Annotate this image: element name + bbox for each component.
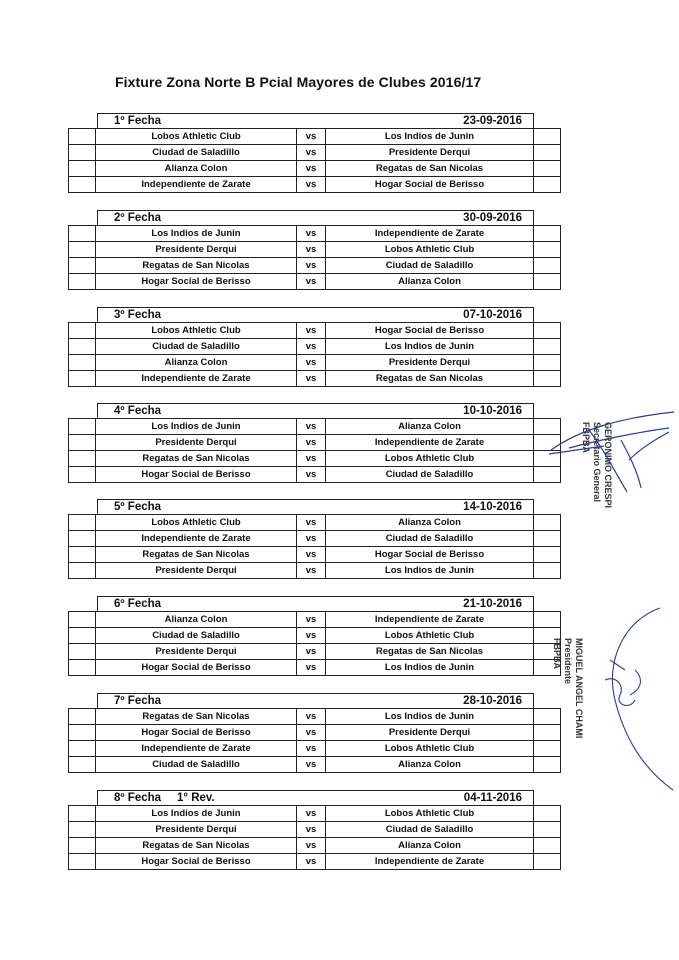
match-row bbox=[69, 419, 561, 435]
vs-label: vs bbox=[297, 451, 326, 467]
match-row bbox=[69, 177, 561, 193]
vs-label: vs bbox=[297, 258, 326, 274]
match-row bbox=[69, 531, 561, 547]
away-team: Regatas de San Nicolas bbox=[326, 644, 534, 660]
away-team: Alianza Colon bbox=[326, 515, 534, 531]
home-team: Alianza Colon bbox=[96, 355, 297, 371]
home-team: Regatas de San Nicolas bbox=[96, 709, 297, 725]
signature-secretary bbox=[529, 410, 679, 500]
match-row bbox=[69, 806, 561, 822]
round-date: 23-09-2016 bbox=[463, 115, 522, 127]
vs-label: vs bbox=[297, 355, 326, 371]
stamp-name: GERONIMO CRESPI bbox=[603, 422, 613, 509]
round-label: 3º Fecha bbox=[114, 309, 162, 321]
match-row bbox=[69, 628, 561, 644]
result-cell bbox=[534, 177, 561, 193]
vs-label: vs bbox=[297, 838, 326, 854]
away-team: Los Indios de Junin bbox=[326, 709, 534, 725]
home-team: Regatas de San Nicolas bbox=[96, 258, 297, 274]
result-cell bbox=[534, 822, 561, 838]
match-row bbox=[69, 274, 561, 290]
match-number-cell bbox=[69, 660, 96, 676]
match-number-cell bbox=[69, 226, 96, 242]
home-team: Ciudad de Saladillo bbox=[96, 145, 297, 161]
away-team: Ciudad de Saladillo bbox=[326, 258, 534, 274]
home-team: Los Indios de Junin bbox=[96, 806, 297, 822]
match-row bbox=[69, 822, 561, 838]
match-number-cell bbox=[69, 838, 96, 854]
match-number-cell bbox=[69, 242, 96, 258]
home-team: Presidente Derqui bbox=[96, 242, 297, 258]
result-cell bbox=[534, 161, 561, 177]
vs-label: vs bbox=[297, 757, 326, 773]
home-team: Los Indios de Junin bbox=[96, 419, 297, 435]
match-number-cell bbox=[69, 177, 96, 193]
vs-label: vs bbox=[297, 822, 326, 838]
vs-label: vs bbox=[297, 177, 326, 193]
match-table bbox=[68, 225, 561, 290]
match-number-cell bbox=[69, 547, 96, 563]
match-number-cell bbox=[69, 515, 96, 531]
match-row bbox=[69, 741, 561, 757]
match-row bbox=[69, 161, 561, 177]
match-number-cell bbox=[69, 806, 96, 822]
match-number-cell bbox=[69, 355, 96, 371]
round-section bbox=[0, 113, 679, 193]
home-team: Regatas de San Nicolas bbox=[96, 451, 297, 467]
match-row bbox=[69, 612, 561, 628]
away-team: Independiente de Zarate bbox=[326, 854, 534, 870]
home-team: Lobos Athletic Club bbox=[96, 323, 297, 339]
president-stamp bbox=[551, 638, 584, 738]
match-number-cell bbox=[69, 822, 96, 838]
match-number-cell bbox=[69, 709, 96, 725]
vs-label: vs bbox=[297, 628, 326, 644]
round-date: 07-10-2016 bbox=[463, 309, 522, 321]
round-label: 4º Fecha bbox=[114, 405, 162, 417]
round-header bbox=[97, 596, 534, 612]
result-cell bbox=[534, 741, 561, 757]
away-team: Hogar Social de Berisso bbox=[326, 177, 534, 193]
round-section bbox=[0, 499, 679, 579]
round-date: 28-10-2016 bbox=[463, 695, 522, 707]
away-team: Lobos Athletic Club bbox=[326, 242, 534, 258]
round-header bbox=[97, 403, 534, 419]
vs-label: vs bbox=[297, 467, 326, 483]
round-header bbox=[97, 693, 534, 709]
away-team: Presidente Derqui bbox=[326, 725, 534, 741]
match-number-cell bbox=[69, 612, 96, 628]
vs-label: vs bbox=[297, 323, 326, 339]
stamp-role: Presidente bbox=[563, 638, 573, 685]
match-row bbox=[69, 226, 561, 242]
match-table bbox=[68, 322, 561, 387]
match-number-cell bbox=[69, 435, 96, 451]
vs-label: vs bbox=[297, 145, 326, 161]
away-team: Hogar Social de Berisso bbox=[326, 323, 534, 339]
away-team: Regatas de San Nicolas bbox=[326, 371, 534, 387]
result-cell bbox=[534, 274, 561, 290]
match-row bbox=[69, 854, 561, 870]
match-number-cell bbox=[69, 531, 96, 547]
vs-label: vs bbox=[297, 709, 326, 725]
home-team: Ciudad de Saladillo bbox=[96, 628, 297, 644]
vs-label: vs bbox=[297, 515, 326, 531]
stamp-name: MIGUEL ANGEL CHAMI bbox=[574, 638, 584, 739]
match-number-cell bbox=[69, 129, 96, 145]
away-team: Los Indios de Junin bbox=[326, 339, 534, 355]
home-team: Independiente de Zarate bbox=[96, 531, 297, 547]
match-row bbox=[69, 129, 561, 145]
result-cell bbox=[534, 371, 561, 387]
round-label: 5º Fecha bbox=[114, 501, 162, 513]
vs-label: vs bbox=[297, 226, 326, 242]
home-team: Presidente Derqui bbox=[96, 822, 297, 838]
round-header bbox=[97, 307, 534, 323]
match-row bbox=[69, 838, 561, 854]
match-row bbox=[69, 435, 561, 451]
vs-label: vs bbox=[297, 660, 326, 676]
match-number-cell bbox=[69, 323, 96, 339]
signature-president bbox=[585, 600, 675, 800]
away-team: Lobos Athletic Club bbox=[326, 741, 534, 757]
home-team: Independiente de Zarate bbox=[96, 371, 297, 387]
vs-label: vs bbox=[297, 242, 326, 258]
match-number-cell bbox=[69, 757, 96, 773]
match-table bbox=[68, 611, 561, 676]
match-number-cell bbox=[69, 371, 96, 387]
home-team: Hogar Social de Berisso bbox=[96, 467, 297, 483]
vs-label: vs bbox=[297, 725, 326, 741]
match-row bbox=[69, 563, 561, 579]
match-number-cell bbox=[69, 451, 96, 467]
match-row bbox=[69, 339, 561, 355]
result-cell bbox=[534, 612, 561, 628]
match-row bbox=[69, 355, 561, 371]
match-number-cell bbox=[69, 628, 96, 644]
away-team: Ciudad de Saladillo bbox=[326, 822, 534, 838]
vs-label: vs bbox=[297, 161, 326, 177]
match-number-cell bbox=[69, 145, 96, 161]
away-team: Los Indios de Junin bbox=[326, 660, 534, 676]
match-row bbox=[69, 725, 561, 741]
result-cell bbox=[534, 838, 561, 854]
round-header bbox=[97, 790, 534, 806]
result-cell bbox=[534, 563, 561, 579]
vs-label: vs bbox=[297, 371, 326, 387]
vs-label: vs bbox=[297, 612, 326, 628]
away-team: Los Indios de Junin bbox=[326, 563, 534, 579]
match-row bbox=[69, 467, 561, 483]
match-number-cell bbox=[69, 741, 96, 757]
match-table bbox=[68, 418, 561, 483]
away-team: Los Indios de Junin bbox=[326, 129, 534, 145]
away-team: Hogar Social de Berisso bbox=[326, 547, 534, 563]
result-cell bbox=[534, 323, 561, 339]
match-table bbox=[68, 708, 561, 773]
result-cell bbox=[534, 854, 561, 870]
result-cell bbox=[534, 258, 561, 274]
result-cell bbox=[534, 226, 561, 242]
away-team: Ciudad de Saladillo bbox=[326, 467, 534, 483]
vs-label: vs bbox=[297, 274, 326, 290]
away-team: Ciudad de Saladillo bbox=[326, 531, 534, 547]
match-row bbox=[69, 323, 561, 339]
home-team: Hogar Social de Berisso bbox=[96, 854, 297, 870]
match-table bbox=[68, 514, 561, 579]
match-number-cell bbox=[69, 274, 96, 290]
match-number-cell bbox=[69, 644, 96, 660]
away-team: Independiente de Zarate bbox=[326, 226, 534, 242]
match-row bbox=[69, 242, 561, 258]
round-label: 1º Fecha bbox=[114, 115, 162, 127]
round-section bbox=[0, 210, 679, 290]
match-table bbox=[68, 128, 561, 193]
match-number-cell bbox=[69, 563, 96, 579]
round-label: 8º Fecha 1° Rev. bbox=[114, 792, 215, 804]
away-team: Independiente de Zarate bbox=[326, 612, 534, 628]
match-row bbox=[69, 757, 561, 773]
result-cell bbox=[534, 806, 561, 822]
match-row bbox=[69, 644, 561, 660]
away-team: Alianza Colon bbox=[326, 757, 534, 773]
away-team: Alianza Colon bbox=[326, 274, 534, 290]
round-header bbox=[97, 210, 534, 226]
stamp-org: FBPBA bbox=[581, 422, 591, 453]
round-date: 04-11-2016 bbox=[463, 792, 522, 804]
result-cell bbox=[534, 242, 561, 258]
vs-label: vs bbox=[297, 531, 326, 547]
home-team: Hogar Social de Berisso bbox=[96, 274, 297, 290]
round-label: 7º Fecha bbox=[114, 695, 162, 707]
home-team: Hogar Social de Berisso bbox=[96, 725, 297, 741]
match-number-cell bbox=[69, 419, 96, 435]
match-row bbox=[69, 709, 561, 725]
match-table bbox=[68, 805, 561, 870]
vs-label: vs bbox=[297, 547, 326, 563]
match-row bbox=[69, 660, 561, 676]
round-date: 21-10-2016 bbox=[463, 598, 522, 610]
away-team: Independiente de Zarate bbox=[326, 435, 534, 451]
stamp-org: FBPBA bbox=[552, 638, 562, 669]
stamp-role: Secretario General bbox=[592, 422, 602, 503]
vs-label: vs bbox=[297, 435, 326, 451]
vs-label: vs bbox=[297, 854, 326, 870]
away-team: Alianza Colon bbox=[326, 838, 534, 854]
home-team: Los Indios de Junin bbox=[96, 226, 297, 242]
round-date: 10-10-2016 bbox=[463, 405, 522, 417]
home-team: Ciudad de Saladillo bbox=[96, 339, 297, 355]
vs-label: vs bbox=[297, 806, 326, 822]
home-team: Ciudad de Saladillo bbox=[96, 757, 297, 773]
away-team: Lobos Athletic Club bbox=[326, 628, 534, 644]
result-cell bbox=[534, 145, 561, 161]
away-team: Lobos Athletic Club bbox=[326, 806, 534, 822]
round-header bbox=[97, 113, 534, 129]
home-team: Presidente Derqui bbox=[96, 563, 297, 579]
vs-label: vs bbox=[297, 339, 326, 355]
vs-label: vs bbox=[297, 129, 326, 145]
match-row bbox=[69, 145, 561, 161]
match-row bbox=[69, 371, 561, 387]
home-team: Regatas de San Nicolas bbox=[96, 838, 297, 854]
round-label: 2º Fecha bbox=[114, 212, 162, 224]
home-team: Regatas de San Nicolas bbox=[96, 547, 297, 563]
match-number-cell bbox=[69, 854, 96, 870]
round-label: 6º Fecha bbox=[114, 598, 162, 610]
match-number-cell bbox=[69, 258, 96, 274]
away-team: Alianza Colon bbox=[326, 419, 534, 435]
home-team: Lobos Athletic Club bbox=[96, 129, 297, 145]
home-team: Alianza Colon bbox=[96, 612, 297, 628]
page-title: Fixture Zona Norte B Pcial Mayores de Clubes 2016/17 bbox=[115, 74, 482, 90]
away-team: Presidente Derqui bbox=[326, 355, 534, 371]
result-cell bbox=[534, 531, 561, 547]
match-number-cell bbox=[69, 467, 96, 483]
home-team: Independiente de Zarate bbox=[96, 741, 297, 757]
result-cell bbox=[534, 515, 561, 531]
away-team: Presidente Derqui bbox=[326, 145, 534, 161]
result-cell bbox=[534, 547, 561, 563]
home-team: Lobos Athletic Club bbox=[96, 515, 297, 531]
round-date: 14-10-2016 bbox=[463, 501, 522, 513]
match-number-cell bbox=[69, 339, 96, 355]
vs-label: vs bbox=[297, 741, 326, 757]
away-team: Lobos Athletic Club bbox=[326, 451, 534, 467]
home-team: Independiente de Zarate bbox=[96, 177, 297, 193]
match-row bbox=[69, 547, 561, 563]
match-row bbox=[69, 258, 561, 274]
result-cell bbox=[534, 129, 561, 145]
result-cell bbox=[534, 355, 561, 371]
result-cell bbox=[534, 339, 561, 355]
home-team: Alianza Colon bbox=[96, 161, 297, 177]
match-number-cell bbox=[69, 725, 96, 741]
match-row bbox=[69, 451, 561, 467]
vs-label: vs bbox=[297, 644, 326, 660]
vs-label: vs bbox=[297, 563, 326, 579]
round-section bbox=[0, 307, 679, 387]
home-team: Presidente Derqui bbox=[96, 644, 297, 660]
home-team: Presidente Derqui bbox=[96, 435, 297, 451]
match-number-cell bbox=[69, 161, 96, 177]
round-date: 30-09-2016 bbox=[463, 212, 522, 224]
vs-label: vs bbox=[297, 419, 326, 435]
round-section bbox=[0, 790, 679, 870]
result-cell bbox=[534, 757, 561, 773]
match-row bbox=[69, 515, 561, 531]
away-team: Regatas de San Nicolas bbox=[326, 161, 534, 177]
round-header bbox=[97, 499, 534, 515]
home-team: Hogar Social de Berisso bbox=[96, 660, 297, 676]
